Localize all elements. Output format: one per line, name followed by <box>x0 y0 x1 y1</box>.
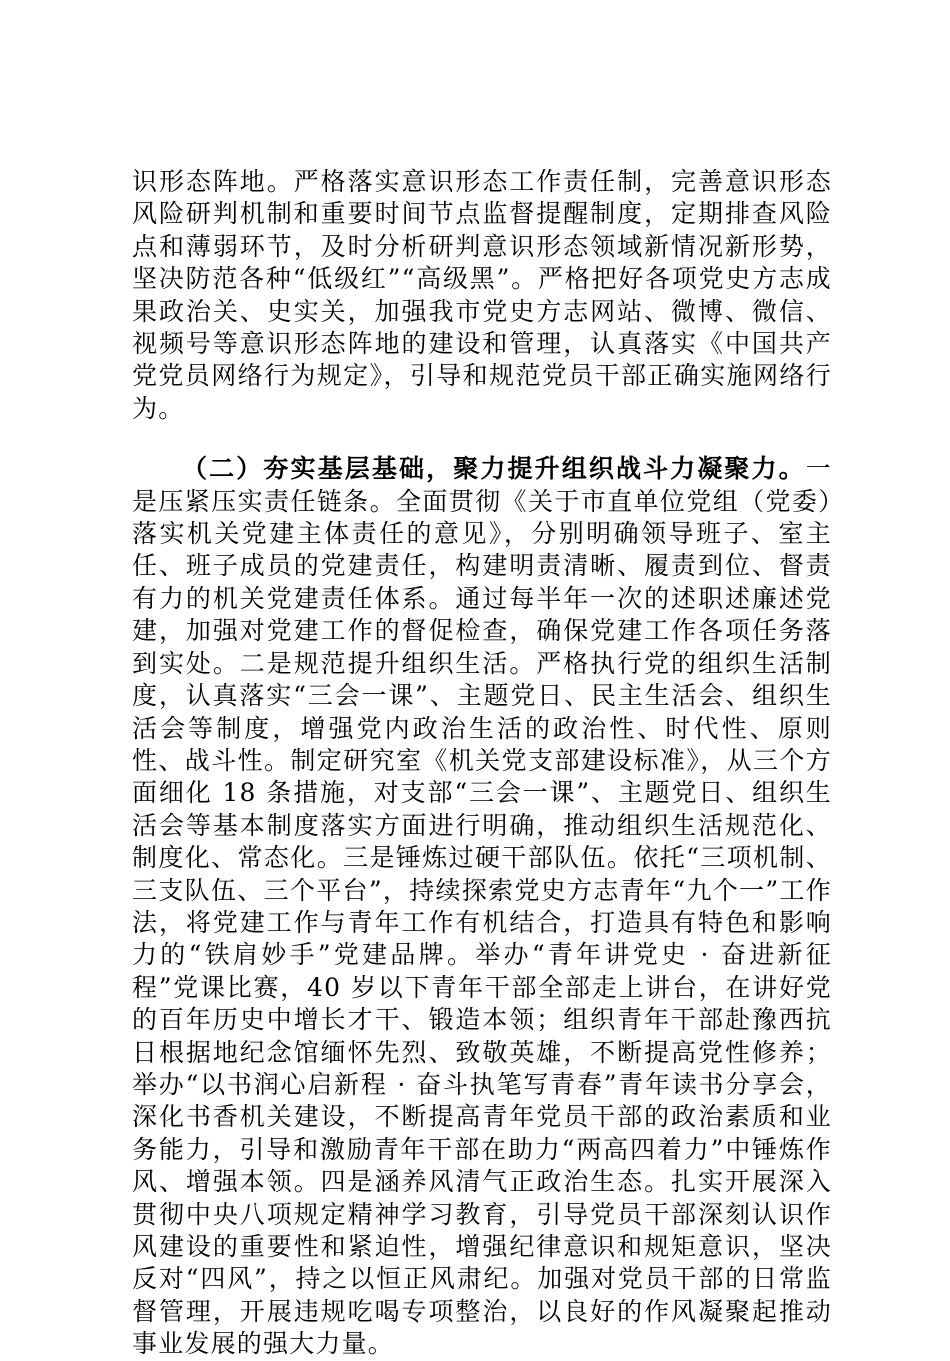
section-heading: （二）夯实基层基础，聚力提升组织战斗力凝聚力。 <box>182 454 806 484</box>
document-body <box>132 166 832 1361</box>
paragraph-text: 一是压紧压实责任链条。全面贯彻《关于市直单位党组（党委）落实机关党建主体责任的意见》，分别明确领导班子、室主任、班子成员的党建责任，构建明责清晰、履责到位、督责有力的机关党建责任体系。通过每半年一次的述职述廉述党建，加强对党建工作的督促检查，确保党建工作各项任务落到实处。二是规范提升组织生活。严格执行党的组织生活制度，认真落实“三会一课”、主题党日、民主生活会、组织生活会等制度，增强党内政治生活的政治性、时代性、原则性、战斗性。制定研究室《机关党支部建设标准》，从三个方面细化 18 条措施，对支部“三会一课”、主题党日、组织生活会等基本制度落实方面进行明确，推动组织生活规范化、制度化、常态化。三是锤炼过硬干部队伍。依托“三项机制、三支队伍、三个平台”，持续探索党史方志青年“九个一”工作法，将党建工作与青年工作有机结合，打造具有特色和影响力的“铁肩妙手”党建品牌。举办“青年讲党史 · 奋进新征程”党课比赛，40 岁以下青年干部全部走上讲台，在讲好党的百年历史中增长才干、锻造本领；组织青年干部赴豫西抗日根据地纪念馆缅怀先烈、致敬英雄，不断提高党性修养；举办“以书润心启新程 · 奋斗执笔写青春”青年读书分享会，深化书香机关建设，不断提高青年党员干部的政治素质和业务能力，引导和激励青年干部在助力“两高四着力”中锤炼作风、增强本领。四是涵养风清气正政治生态。扎实开展深入贯彻中央八项规定精神学习教育，引导党员干部深刻认识作风建设的重要性和紧迫性，增强纪律意识和规矩意识，坚决反对“四风”，持之以恒正风肃纪。加强对党员干部的日常监督管理，开展违规吃喝专项整治，以良好的作风凝聚起推动事业发展的强大力量。 <box>132 454 832 1359</box>
paragraph-grassroots <box>132 453 832 1360</box>
paragraph-text: 识形态阵地。严格落实意识形态工作责任制，完善意识形态风险研判机制和重要时间节点监督提醒制度，定期排查风险点和薄弱环节，及时分析研判意识形态领域新情况新形势，坚决防范各种“低级红”“高级黑”。严格把好各项党史方志成果政治关、史实关，加强我市党史方志网站、微博、微信、视频号等意识形态阵地的建设和管理，认真落实《中国共产党党员网络行为规定》，引导和规范党员干部正确实施网络行为。 <box>132 167 832 423</box>
paragraph-ideology <box>132 166 832 425</box>
